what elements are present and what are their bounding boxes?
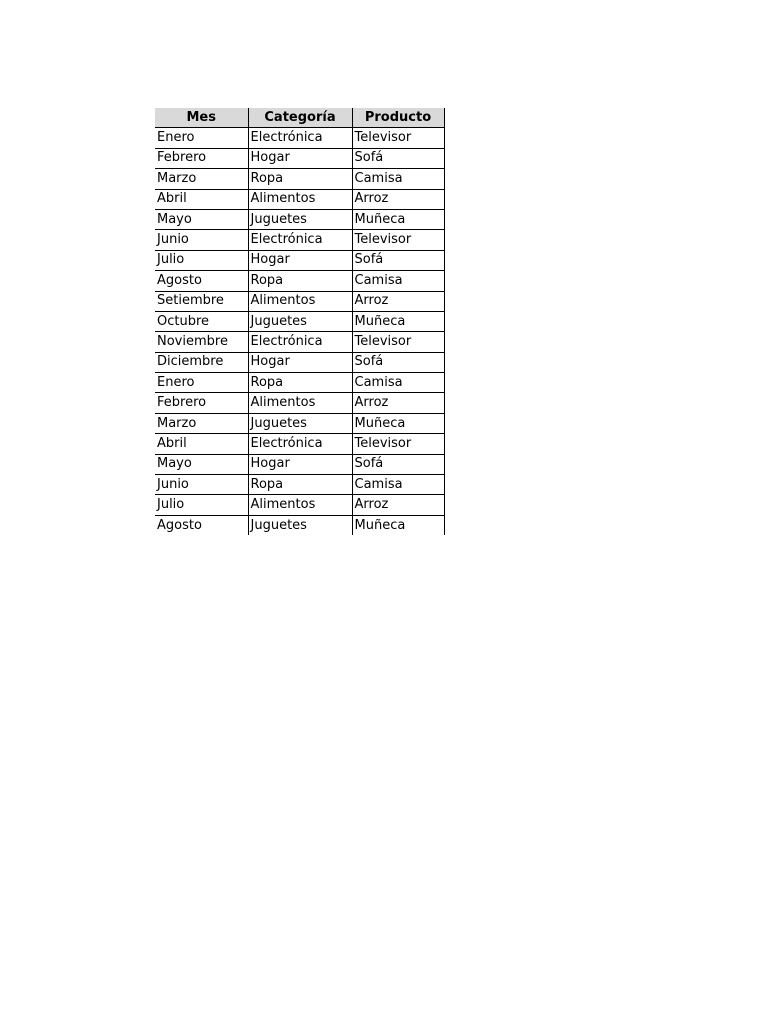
- cell-producto: Camisa: [352, 475, 444, 495]
- cell-categoria: Ropa: [248, 475, 352, 495]
- table-row: [155, 373, 444, 393]
- cell-categoria: Hogar: [248, 250, 352, 270]
- cell-producto: Muñeca: [352, 209, 444, 229]
- cell-producto: Sofá: [352, 250, 444, 270]
- cell-categoria: Ropa: [248, 169, 352, 189]
- cell-categoria: Hogar: [248, 148, 352, 168]
- table-body: [155, 128, 444, 535]
- cell-mes: Junio: [155, 475, 248, 495]
- cell-categoria: Alimentos: [248, 495, 352, 515]
- header-row: [155, 108, 444, 128]
- cell-producto: Arroz: [352, 495, 444, 515]
- cell-categoria: Electrónica: [248, 230, 352, 250]
- cell-categoria: Hogar: [248, 352, 352, 372]
- cell-categoria: Ropa: [248, 271, 352, 291]
- table-row: [155, 128, 444, 148]
- cell-categoria: Hogar: [248, 454, 352, 474]
- data-table: [155, 108, 445, 535]
- cell-mes: Julio: [155, 495, 248, 515]
- cell-categoria: Ropa: [248, 373, 352, 393]
- cell-producto: Muñeca: [352, 515, 444, 535]
- cell-mes: Agosto: [155, 271, 248, 291]
- table-row: [155, 148, 444, 168]
- cell-producto: Muñeca: [352, 311, 444, 331]
- cell-categoria: Juguetes: [248, 413, 352, 433]
- cell-categoria: Alimentos: [248, 291, 352, 311]
- cell-mes: Febrero: [155, 148, 248, 168]
- cell-mes: Enero: [155, 373, 248, 393]
- table-row: [155, 434, 444, 454]
- cell-mes: Enero: [155, 128, 248, 148]
- cell-mes: Mayo: [155, 454, 248, 474]
- cell-categoria: Juguetes: [248, 311, 352, 331]
- table-row: [155, 189, 444, 209]
- cell-producto: Televisor: [352, 332, 444, 352]
- table-row: [155, 271, 444, 291]
- cell-producto: Camisa: [352, 373, 444, 393]
- cell-producto: Arroz: [352, 189, 444, 209]
- table-row: [155, 209, 444, 229]
- cell-mes: Mayo: [155, 209, 248, 229]
- cell-mes: Abril: [155, 434, 248, 454]
- cell-mes: Setiembre: [155, 291, 248, 311]
- cell-mes: Junio: [155, 230, 248, 250]
- table-row: [155, 169, 444, 189]
- cell-mes: Abril: [155, 189, 248, 209]
- table-row: [155, 413, 444, 433]
- cell-categoria: Juguetes: [248, 209, 352, 229]
- cell-producto: Sofá: [352, 148, 444, 168]
- cell-producto: Camisa: [352, 169, 444, 189]
- cell-categoria: Electrónica: [248, 434, 352, 454]
- cell-producto: Sofá: [352, 352, 444, 372]
- column-header-producto: Producto: [352, 108, 444, 128]
- cell-producto: Arroz: [352, 393, 444, 413]
- cell-mes: Marzo: [155, 413, 248, 433]
- table-row: [155, 230, 444, 250]
- cell-mes: Octubre: [155, 311, 248, 331]
- table-row: [155, 475, 444, 495]
- table-row: [155, 291, 444, 311]
- table-row: [155, 250, 444, 270]
- table-row: [155, 454, 444, 474]
- cell-mes: Marzo: [155, 169, 248, 189]
- table-row: [155, 393, 444, 413]
- cell-mes: Noviembre: [155, 332, 248, 352]
- column-header-categoria: Categoría: [248, 108, 352, 128]
- cell-producto: Muñeca: [352, 413, 444, 433]
- cell-categoria: Alimentos: [248, 189, 352, 209]
- cell-categoria: Electrónica: [248, 128, 352, 148]
- table-row: [155, 495, 444, 515]
- cell-mes: Febrero: [155, 393, 248, 413]
- cell-categoria: Juguetes: [248, 515, 352, 535]
- cell-mes: Agosto: [157, 517, 202, 533]
- cell-mes: Julio: [155, 250, 248, 270]
- cell-mes: Diciembre: [155, 352, 248, 372]
- cell-producto: Televisor: [352, 128, 444, 148]
- cell-producto: Sofá: [352, 454, 444, 474]
- cell-producto: Televisor: [352, 230, 444, 250]
- table-row: [155, 352, 444, 372]
- spreadsheet-page: [155, 108, 445, 535]
- cell-categoria: Electrónica: [248, 332, 352, 352]
- cell-producto: Televisor: [352, 434, 444, 454]
- table-row: [155, 311, 444, 331]
- cell-categoria: Alimentos: [248, 393, 352, 413]
- table-row: [155, 332, 444, 352]
- cell-producto: Camisa: [352, 271, 444, 291]
- column-header-mes: Mes: [155, 108, 248, 128]
- cell-producto: Arroz: [352, 291, 444, 311]
- table-row: [155, 515, 444, 535]
